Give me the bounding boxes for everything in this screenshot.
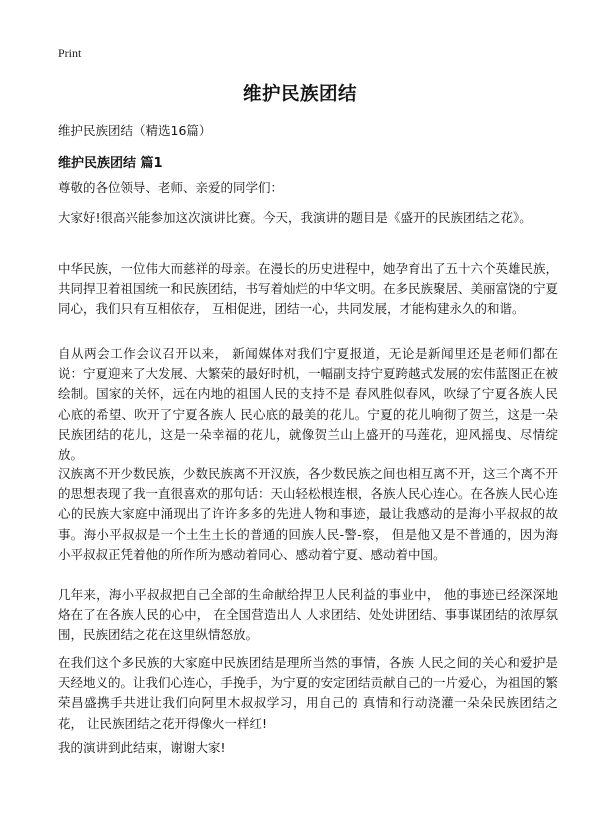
body-paragraph: 汉族离不开少数民族，少数民族离不开汉族，各少数民族之间也相互离不开，这三个离不开的思想表现了我一直很喜欢的那句话：天山轻松根连根，各族人民心连心。在各族人民心连心的民族大家庭中涌现出了许许多多的先进人物和事迹，最让我感动的是海小平叔叔的故事。海小平叔叔是一个土生土长的普通的回族人民-警-察， 但是他又是不普通的，因为海小平叔叔正凭着他的所作所为感动着同心、感动着宁夏、感动着中国。 bbox=[58, 466, 559, 562]
document-title: 维护民族团结 bbox=[242, 84, 357, 105]
body-paragraph: 几年来，海小平叔叔把自己全部的生命献给捍卫人民利益的事业中， 他的事迹已经深深地烙在了在各族人民的心中， 在全国营造出人 人求团结、处处讲团结、事事谋团结的浓厚氛围，民族团结之花在这里纵情怒放。 bbox=[58, 587, 558, 643]
intro-paragraph: 大家好!很高兴能参加这次演讲比赛。今天，我演讲的题目是《盛开的民族团结之花》。 bbox=[58, 210, 532, 225]
section-heading: 维护民族团结 篇1 bbox=[58, 156, 163, 171]
body-paragraph: 自从两会工作会议召开以来， 新闻媒体对我们宁夏报道，无论是新闻里还是老师们都在说：宁夏迎来了大发展、大繁荣的最好时机，一幅副支持宁夏跨越式发展的宏伟蓝图正在被绘制。国家的关怀，远在内地的祖国人民的支持不是 春风胜似春风，吹绿了宁夏各族人民心底的希望、吹开了宁夏各族人 民心底的最美的花儿。宁夏的花儿响彻了贺兰，这是一朵民族团结的花儿，这是一朵幸福的花儿，就像贺兰山上盛开的马莲花，迎风摇曳、尽情绽放。 bbox=[58, 346, 559, 463]
body-paragraph: 中华民族，一位伟大而慈祥的母亲。在漫长的历史进程中，她孕育出了五十六个英雄民族，共同捍卫着祖国统一和民族团结，书写着灿烂的中华文明。在多民族聚居、美丽富饶的宁夏同心，我们只有互相依存， 互相促进，团结一心，共同发展，才能构建永久的和谐。 bbox=[58, 261, 559, 317]
body-paragraph: 在我们这个多民族的大家庭中民族团结是理所当然的事情，各族 人民之间的关心和爱护是天经地义的。让我们心连心，手挽手，为宁夏的安定团结贡献自己的一片爱心，为祖国的繁荣昌盛携手共进让我们向阿里木叔叔学习，用自己的 真情和行动浇灌一朵朵民族团结之花， 让民族团结之花开得像火一样红! bbox=[58, 655, 559, 731]
print-link[interactable]: Print bbox=[58, 46, 82, 60]
document-subtitle: 维护民族团结（精选16篇） bbox=[58, 123, 212, 138]
greeting-paragraph: 尊敬的各位领导、老师、亲爱的同学们： bbox=[58, 180, 284, 195]
closing-paragraph: 我的演讲到此结束，谢谢大家! bbox=[58, 740, 226, 755]
